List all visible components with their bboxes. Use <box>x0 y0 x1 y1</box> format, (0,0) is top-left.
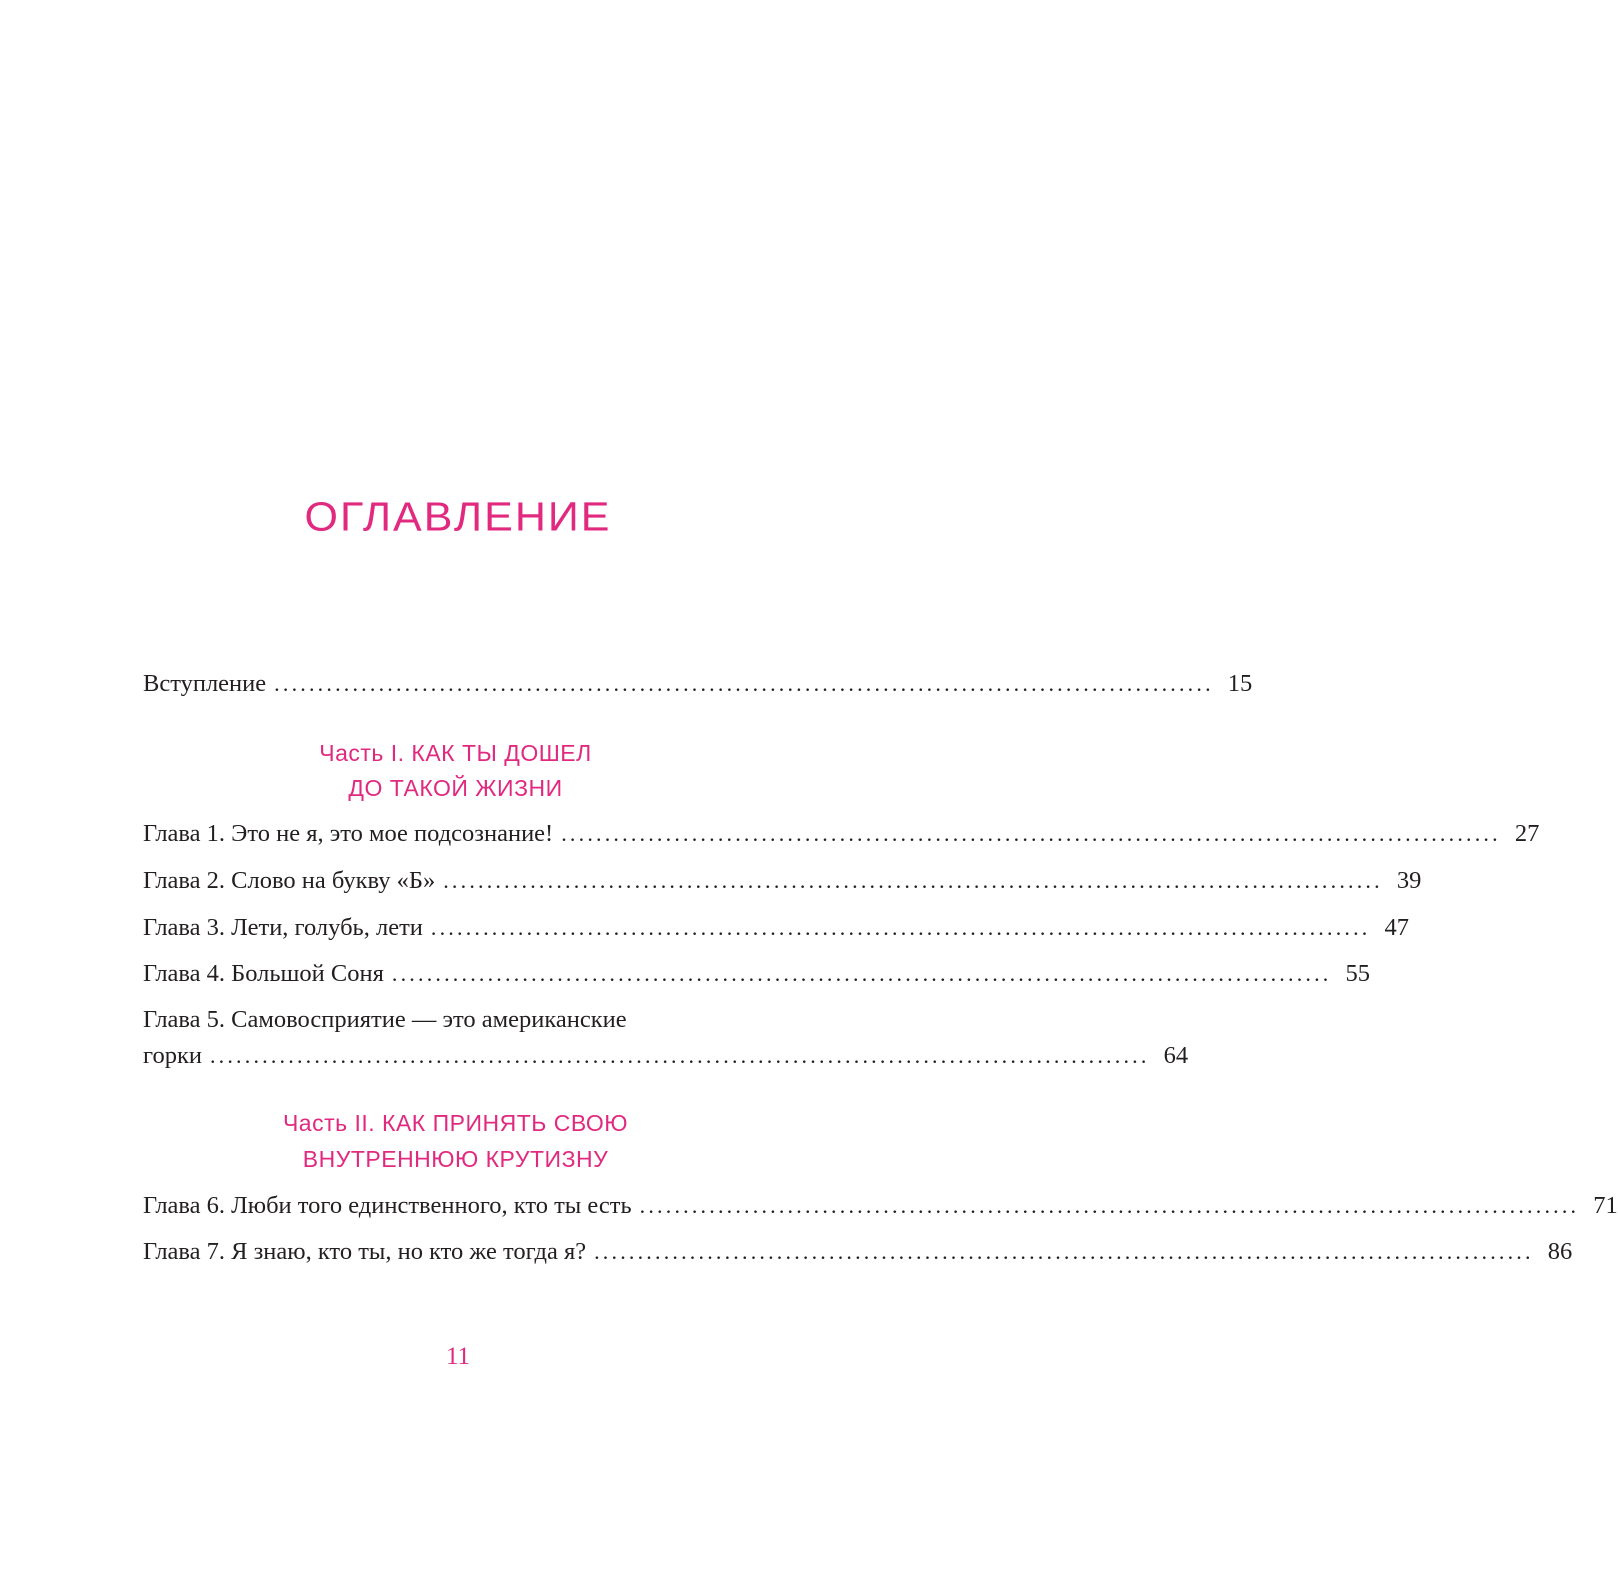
toc-entry-label: Глава 6. Люби того единственного, кто ты есть <box>143 1192 632 1219</box>
toc-entry-chapter-3[interactable] <box>143 910 1409 945</box>
toc-entry-page: 55 <box>1345 960 1370 987</box>
toc-title: ОГЛАВЛЕНИЕ <box>304 494 612 540</box>
toc-entry-label: Глава 3. Лети, голубь, лети <box>143 914 423 941</box>
part-heading-2-line-2: ВНУТРЕННЮЮ КРУТИЗНУ <box>302 1146 609 1172</box>
leader-dots: ............................................................................................................ <box>443 868 1383 893</box>
toc-entry-label: Глава 2. Слово на букву «Б» <box>143 867 436 894</box>
toc-entry-page: 86 <box>1547 1238 1573 1265</box>
toc-entry-chapter-7[interactable] <box>143 1234 1573 1269</box>
toc-entry-chapter-2[interactable] <box>143 863 1422 898</box>
toc-entry-label-line-1: Глава 5. Самовосприятие — это американские <box>143 1006 627 1033</box>
toc-entry-label: Глава 1. Это не я, это мое подсознание! <box>143 820 554 847</box>
part-heading-2-line-1: Часть II. КАК ПРИНЯТЬ СВОЮ <box>282 1110 629 1136</box>
toc-entry-page: 71 <box>1593 1192 1618 1219</box>
toc-entry-page: 27 <box>1514 820 1540 847</box>
toc-entry-chapter-1[interactable] <box>143 816 1540 851</box>
toc-entry-chapter-6[interactable] <box>143 1188 1618 1223</box>
toc-entry-label-line-2: горки <box>143 1042 202 1069</box>
toc-entry-page: 39 <box>1396 867 1422 894</box>
leader-dots: ............................................................................................................ <box>561 821 1501 846</box>
toc-entry-line-2 <box>143 1038 1189 1073</box>
leader-dots: ............................................................................................................ <box>274 671 1214 696</box>
leader-dots: ............................................................................................................ <box>391 961 1332 986</box>
toc-entry-intro[interactable] <box>143 666 1253 701</box>
toc-entry-page: 15 <box>1227 670 1253 697</box>
leader-dots: ............................................................................................................ <box>209 1043 1150 1068</box>
leader-dots: ............................................................................................................ <box>594 1239 1534 1264</box>
toc-entry-page: 47 <box>1384 914 1409 941</box>
part-heading-1-line-2: ДО ТАКОЙ ЖИЗНИ <box>348 775 563 801</box>
toc-entry-label: Вступление <box>143 670 267 697</box>
toc-entry-chapter-4[interactable] <box>143 956 1370 991</box>
leader-dots: ............................................................................................................ <box>430 915 1371 940</box>
toc-entry-label: Глава 7. Я знаю, кто ты, но кто же тогда я? <box>143 1238 587 1265</box>
leader-dots: ............................................................................................................ <box>639 1193 1580 1218</box>
part-heading-1-line-1: Часть I. КАК ТЫ ДОШЕЛ <box>319 740 592 766</box>
toc-entry-label: Глава 4. Большой Соня <box>143 960 384 987</box>
page-number: 11 <box>445 1343 471 1370</box>
toc-entry-page: 64 <box>1163 1042 1189 1069</box>
